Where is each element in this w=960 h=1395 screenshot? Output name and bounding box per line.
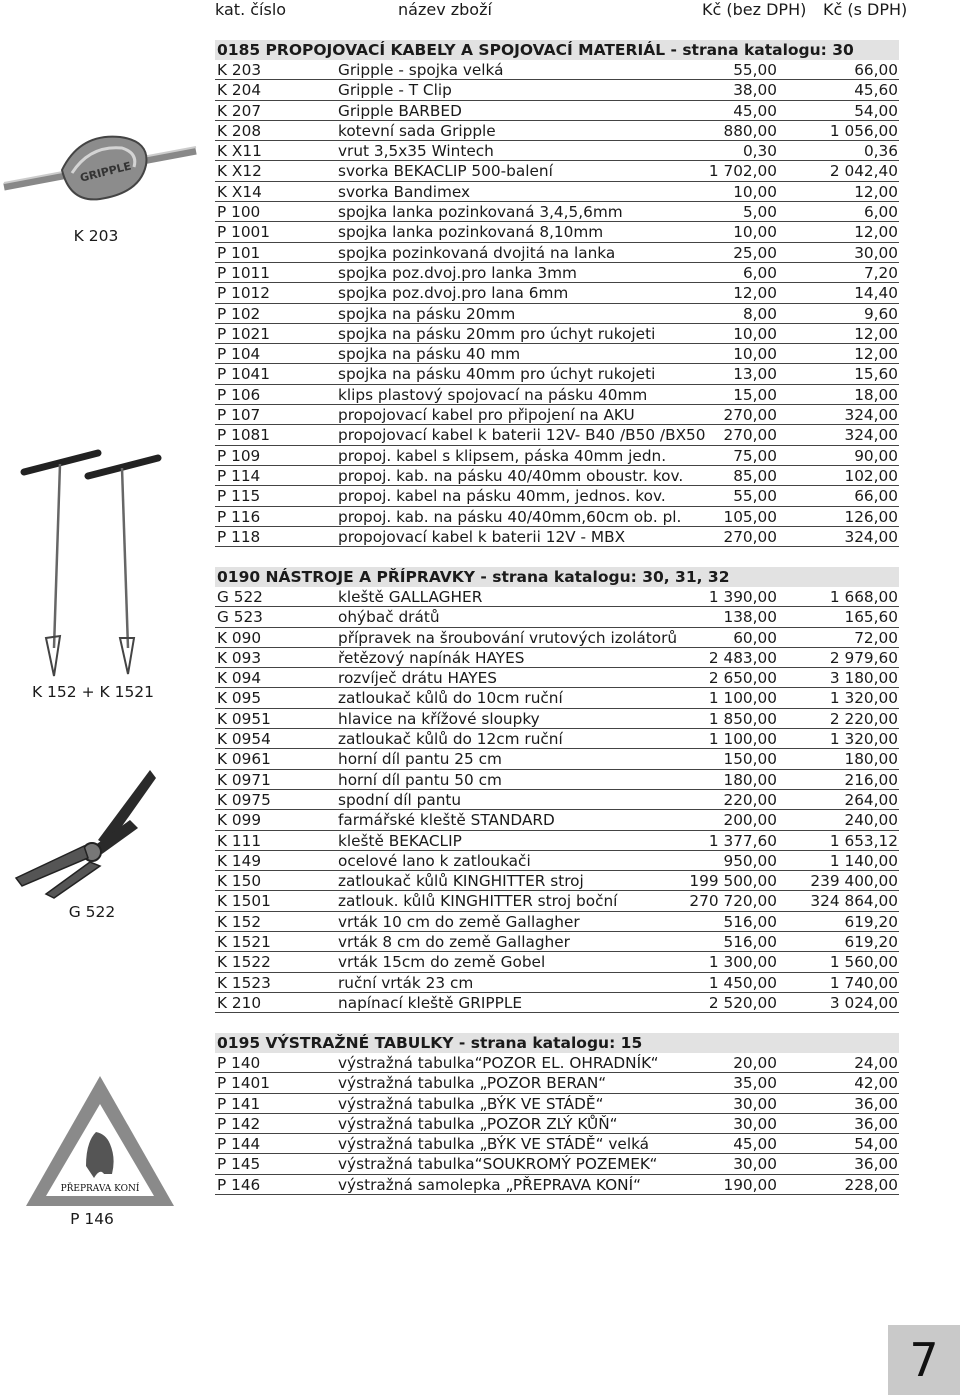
item-name: spojka lanka pozinkovaná 3,4,5,6mm	[338, 203, 623, 222]
price-gross: 1 668,00	[829, 588, 898, 606]
table-row	[215, 709, 899, 729]
price-gross: 6,00	[863, 203, 898, 222]
price-net: 5,00	[742, 203, 777, 222]
price-net: 20,00	[733, 1054, 777, 1072]
table-row	[215, 932, 899, 952]
price-gross: 12,00	[854, 182, 898, 201]
price-net: 60,00	[733, 628, 777, 647]
price-net: 950,00	[723, 851, 777, 870]
table-row	[215, 1053, 899, 1073]
page-number: 7	[888, 1325, 960, 1395]
item-code: P 109	[217, 446, 261, 465]
item-code: P 1401	[217, 1074, 271, 1093]
price-gross: 126,00	[844, 507, 898, 526]
item-code: P 141	[217, 1094, 261, 1113]
price-net: 270 720,00	[689, 892, 777, 911]
price-net: 150,00	[723, 750, 777, 769]
price-gross: 7,20	[863, 263, 898, 282]
item-name: propojovací kabel k baterii 12V - MBX	[338, 527, 626, 546]
price-gross: 2 979,60	[829, 648, 898, 667]
item-name: spojka na pásku 40 mm	[338, 345, 521, 364]
price-net: 1 100,00	[708, 730, 777, 749]
item-name: klips plastový spojovací na pásku 40mm	[338, 385, 648, 404]
price-gross: 1 560,00	[829, 953, 898, 972]
item-code: P 100	[217, 203, 261, 222]
price-net: 1 100,00	[708, 689, 777, 708]
table-row	[215, 405, 899, 425]
item-name: výstražná tabulka „BÝK VE STÁDĚ“ velká	[338, 1135, 650, 1154]
item-code: P 144	[217, 1135, 261, 1154]
horse-transport-sign-image	[20, 1070, 180, 1210]
item-name: propojovací kabel k baterii 12V- B40 /B50 /BX50	[338, 426, 706, 445]
price-gross: 1 653,12	[829, 831, 898, 850]
price-net: 30,00	[733, 1114, 777, 1133]
price-gross: 14,40	[854, 284, 898, 303]
item-name: napínací kleště GRIPPLE	[338, 993, 523, 1012]
item-code: K 0971	[217, 770, 271, 789]
section-warning-signs	[215, 1033, 899, 1195]
price-gross: 36,00	[854, 1155, 898, 1174]
table-row	[215, 648, 899, 668]
item-name: zatloukač kůlů do 10cm ruční	[338, 689, 563, 708]
price-net: 270,00	[723, 426, 777, 445]
table-row	[215, 668, 899, 688]
price-net: 270,00	[723, 406, 777, 425]
item-name: kleště GALLAGHER	[338, 588, 483, 606]
item-name: řetězový napínák HAYES	[338, 648, 525, 667]
price-gross: 1 320,00	[829, 689, 898, 708]
price-net: 199 500,00	[689, 872, 777, 891]
table-row	[215, 871, 899, 891]
table-row	[215, 851, 899, 871]
table-row	[215, 607, 899, 627]
price-gross: 36,00	[854, 1094, 898, 1113]
item-code: G 523	[217, 608, 263, 627]
table-row	[215, 385, 899, 405]
item-code: P 140	[217, 1054, 261, 1072]
item-name: výstražná tabulka „POZOR ZLÝ KŮŇ“	[338, 1114, 618, 1133]
table-row	[215, 202, 899, 222]
table-row	[215, 587, 899, 607]
item-code: P 145	[217, 1155, 261, 1174]
label-k203: K 203	[73, 227, 119, 245]
item-code: K 150	[217, 872, 262, 891]
item-code: K 208	[217, 121, 262, 140]
item-name: ohýbač drátů	[338, 608, 440, 627]
table-row	[215, 80, 899, 100]
price-net: 1 450,00	[708, 973, 777, 992]
price-net: 10,00	[733, 324, 777, 343]
price-net: 15,00	[733, 385, 777, 404]
price-net: 45,00	[733, 1135, 777, 1154]
price-net: 200,00	[723, 811, 777, 830]
table-row	[215, 364, 899, 384]
table-row	[215, 831, 899, 851]
item-code: K 111	[217, 831, 262, 850]
table-row	[215, 243, 899, 263]
price-net: 38,00	[733, 81, 777, 100]
table-row	[215, 1134, 899, 1154]
table-row	[215, 749, 899, 769]
item-code: G 522	[217, 588, 263, 606]
price-gross: 619,20	[844, 933, 898, 952]
item-name: hlavice na křížové sloupky	[338, 709, 540, 728]
table-row	[215, 507, 899, 527]
item-name: horní díl pantu 50 cm	[338, 770, 502, 789]
table-row	[215, 891, 899, 911]
table-row	[215, 344, 899, 364]
item-code: K 1523	[217, 973, 271, 992]
price-net: 10,00	[733, 182, 777, 201]
table-row	[215, 141, 899, 161]
section-title: 0195 VÝSTRAŽNÉ TABULKY - strana katalogu: 15	[215, 1033, 899, 1053]
price-net: 55,00	[733, 61, 777, 79]
item-name: propoj. kabel s klipsem, páska 40mm jedn.	[338, 446, 667, 465]
item-code: P 1041	[217, 365, 271, 384]
section-tools	[215, 567, 899, 1013]
price-net: 30,00	[733, 1094, 777, 1113]
item-name: kotevní sada Gripple	[338, 121, 496, 140]
price-net: 190,00	[723, 1175, 777, 1194]
price-gross: 9,60	[863, 304, 898, 323]
table-row	[215, 161, 899, 181]
price-net: 516,00	[723, 912, 777, 931]
table-row	[215, 263, 899, 283]
item-code: P 106	[217, 385, 261, 404]
table-row	[215, 304, 899, 324]
item-code: P 104	[217, 345, 261, 364]
table-row	[215, 810, 899, 830]
item-name: zatlouk. kůlů KINGHITTER stroj boční	[338, 892, 618, 911]
table-row	[215, 182, 899, 202]
item-name: horní díl pantu 25 cm	[338, 750, 502, 769]
item-code: K 095	[217, 689, 262, 708]
item-code: K 207	[217, 101, 262, 120]
table-row	[215, 1114, 899, 1134]
item-code: P 118	[217, 527, 261, 546]
price-gross: 54,00	[854, 101, 898, 120]
price-gross: 0,36	[863, 142, 898, 161]
price-gross: 1 140,00	[829, 851, 898, 870]
price-net: 138,00	[723, 608, 777, 627]
price-gross: 72,00	[854, 628, 898, 647]
item-code: P 107	[217, 406, 261, 425]
price-gross: 239 400,00	[810, 872, 898, 891]
price-gross: 12,00	[854, 324, 898, 343]
price-net: 6,00	[742, 263, 777, 282]
price-gross: 18,00	[854, 385, 898, 404]
item-code: P 142	[217, 1114, 261, 1133]
table-row	[215, 527, 899, 547]
table-row	[215, 729, 899, 749]
price-net: 8,00	[742, 304, 777, 323]
item-name: vrut 3,5x35 Wintech	[338, 142, 494, 161]
price-gross: 2 042,40	[829, 162, 898, 181]
item-code: K 0975	[217, 790, 271, 809]
price-net: 45,00	[733, 101, 777, 120]
price-net: 2 520,00	[708, 993, 777, 1012]
table-row	[215, 486, 899, 506]
section-title: 0185 PROPOJOVACÍ KABELY A SPOJOVACÍ MATERIÁL - strana katalogu: 30	[215, 40, 899, 60]
item-name: svorka BEKACLIP 500-balení	[338, 162, 553, 181]
price-net: 2 483,00	[708, 648, 777, 667]
item-code: K 090	[217, 628, 262, 647]
item-name: vrták 15cm do země Gobel	[338, 953, 546, 972]
header-name: název zboží	[398, 0, 492, 19]
price-gross: 324,00	[844, 406, 898, 425]
table-row	[215, 993, 899, 1013]
table-row	[215, 973, 899, 993]
price-net: 1 377,60	[708, 831, 777, 850]
price-net: 55,00	[733, 487, 777, 506]
price-gross: 12,00	[854, 223, 898, 242]
price-net: 880,00	[723, 121, 777, 140]
item-code: K 1521	[217, 933, 271, 952]
table-row	[215, 121, 899, 141]
item-name: výstražná tabulka“POZOR EL. OHRADNÍK“	[338, 1054, 659, 1072]
item-code: P 1081	[217, 426, 271, 445]
table-row	[215, 222, 899, 242]
sign-text: PŘEPRAVA KONÍ	[60, 1184, 140, 1194]
item-name: propoj. kabel na pásku 40mm, jednos. kov.	[338, 487, 666, 506]
item-code: K 0961	[217, 750, 271, 769]
table-row	[215, 1175, 899, 1195]
price-gross: 1 056,00	[829, 121, 898, 140]
table-row	[215, 425, 899, 445]
item-code: P 1011	[217, 263, 271, 282]
item-name: svorka Bandimex	[338, 182, 471, 201]
item-name: Gripple - spojka velká	[338, 61, 504, 79]
table-row	[215, 912, 899, 932]
price-gross: 66,00	[854, 61, 898, 79]
price-gross: 264,00	[844, 790, 898, 809]
price-net: 30,00	[733, 1155, 777, 1174]
item-name: propojovací kabel pro připojení na AKU	[338, 406, 635, 425]
price-net: 10,00	[733, 223, 777, 242]
item-code: P 102	[217, 304, 261, 323]
price-net: 220,00	[723, 790, 777, 809]
item-code: P 1012	[217, 284, 271, 303]
table-row	[215, 324, 899, 344]
item-name: spojka lanka pozinkovaná 8,10mm	[338, 223, 604, 242]
item-code: P 115	[217, 487, 261, 506]
item-code: K X11	[217, 142, 262, 161]
label-g522: G 522	[68, 903, 116, 921]
item-name: kleště BEKACLIP	[338, 831, 462, 850]
price-gross: 2 220,00	[829, 709, 898, 728]
table-row	[215, 688, 899, 708]
header-price-net: Kč (bez DPH)	[702, 0, 807, 19]
item-name: výstražná tabulka „POZOR BERAN“	[338, 1074, 607, 1093]
item-code: P 101	[217, 243, 261, 262]
price-gross: 180,00	[844, 750, 898, 769]
item-code: K 1522	[217, 953, 271, 972]
gripple-connector-image	[0, 115, 200, 220]
price-gross: 15,60	[854, 365, 898, 384]
item-code: K 0954	[217, 730, 271, 749]
item-name: spojka na pásku 40mm pro úchyt rukojeti	[338, 365, 656, 384]
item-code: K 099	[217, 811, 262, 830]
price-net: 516,00	[723, 933, 777, 952]
item-code: K 094	[217, 669, 262, 688]
item-name: propoj. kab. na pásku 40/40mm,60cm ob. pl.	[338, 507, 682, 526]
item-code: P 146	[217, 1175, 261, 1194]
price-gross: 165,60	[844, 608, 898, 627]
price-net: 35,00	[733, 1074, 777, 1093]
price-gross: 216,00	[844, 770, 898, 789]
item-code: K 149	[217, 851, 262, 870]
item-name: spojka na pásku 20mm pro úchyt rukojeti	[338, 324, 656, 343]
price-gross: 30,00	[854, 243, 898, 262]
item-name: výstražná samolepka „PŘEPRAVA KONÍ“	[338, 1175, 642, 1194]
item-name: spojka poz.dvoj.pro lanka 3mm	[338, 263, 577, 282]
table-row	[215, 60, 899, 80]
price-gross: 66,00	[854, 487, 898, 506]
section-title: 0190 NÁSTROJE A PŘÍPRAVKY - strana katalogu: 30, 31, 32	[215, 567, 899, 587]
price-net: 1 702,00	[708, 162, 777, 181]
item-name: ruční vrták 23 cm	[338, 973, 474, 992]
label-k152: K 152 + K 1521	[31, 683, 155, 701]
item-code: P 116	[217, 507, 261, 526]
gripple-brand-text: GRIPPLE	[78, 159, 133, 185]
header-price-gross: Kč (s DPH)	[823, 0, 908, 19]
item-name: Gripple BARBED	[338, 101, 462, 120]
price-gross: 3 180,00	[829, 669, 898, 688]
item-code: K 210	[217, 993, 262, 1012]
price-net: 75,00	[733, 446, 777, 465]
table-row	[215, 770, 899, 790]
item-name: Gripple - T Clip	[338, 81, 452, 100]
section-cables	[215, 40, 899, 547]
table-row	[215, 1094, 899, 1114]
item-code: P 1021	[217, 324, 271, 343]
item-name: ocelové lano k zatloukači	[338, 851, 531, 870]
price-net: 1 390,00	[708, 588, 777, 606]
table-row	[215, 101, 899, 121]
price-net: 0,30	[742, 142, 777, 161]
earth-auger-image	[18, 448, 168, 683]
item-code: K 0951	[217, 709, 271, 728]
price-net: 1 300,00	[708, 953, 777, 972]
price-net: 10,00	[733, 345, 777, 364]
table-row	[215, 466, 899, 486]
price-net: 105,00	[723, 507, 777, 526]
item-name: vrták 8 cm do země Gallagher	[338, 933, 570, 952]
price-net: 25,00	[733, 243, 777, 262]
header-code: kat. číslo	[215, 0, 287, 19]
item-code: P 114	[217, 466, 261, 485]
item-code: K 1501	[217, 892, 271, 911]
item-name: spojka pozinkovaná dvojitá na lanka	[338, 243, 616, 262]
price-gross: 24,00	[854, 1054, 898, 1072]
price-gross: 324 864,00	[810, 892, 898, 911]
item-code: P 1001	[217, 223, 271, 242]
item-name: výstražná tabulka „BÝK VE STÁDĚ“	[338, 1094, 604, 1113]
item-code: K 203	[217, 61, 262, 79]
price-net: 1 850,00	[708, 709, 777, 728]
price-net: 2 650,00	[708, 669, 777, 688]
item-name: spojka na pásku 20mm	[338, 304, 516, 323]
price-net: 12,00	[733, 284, 777, 303]
price-gross: 36,00	[854, 1114, 898, 1133]
item-name: propoj. kab. na pásku 40/40mm oboustr. kov.	[338, 466, 684, 485]
price-gross: 45,60	[854, 81, 898, 100]
price-gross: 324,00	[844, 426, 898, 445]
price-gross: 619,20	[844, 912, 898, 931]
item-name: výstražná tabulka“SOUKROMÝ POZEMEK“	[338, 1155, 658, 1174]
price-gross: 102,00	[844, 466, 898, 485]
item-name: přípravek na šroubování vrutových izolátorů	[338, 628, 678, 647]
price-net: 85,00	[733, 466, 777, 485]
item-name: vrták 10 cm do země Gallagher	[338, 912, 580, 931]
item-name: spojka poz.dvoj.pro lana 6mm	[338, 284, 569, 303]
item-code: K X12	[217, 162, 262, 181]
price-gross: 1 320,00	[829, 730, 898, 749]
table-row	[215, 790, 899, 810]
price-net: 270,00	[723, 527, 777, 546]
item-name: rozvíječ drátu HAYES	[338, 669, 498, 688]
price-gross: 54,00	[854, 1135, 898, 1154]
item-code: K 093	[217, 648, 262, 667]
price-gross: 3 024,00	[829, 993, 898, 1012]
price-net: 13,00	[733, 365, 777, 384]
pliers-image	[10, 760, 160, 900]
price-gross: 1 740,00	[829, 973, 898, 992]
item-code: K X14	[217, 182, 262, 201]
table-row	[215, 446, 899, 466]
table-row	[215, 952, 899, 972]
table-row	[215, 628, 899, 648]
item-code: K 204	[217, 81, 262, 100]
table-row	[215, 283, 899, 303]
price-gross: 240,00	[844, 811, 898, 830]
price-gross: 42,00	[854, 1074, 898, 1093]
table-row	[215, 1154, 899, 1174]
item-name: spodní díl pantu	[338, 790, 462, 809]
item-name: zatloukač kůlů KINGHITTER stroj	[338, 872, 584, 891]
price-gross: 324,00	[844, 527, 898, 546]
table-row	[215, 1073, 899, 1093]
item-name: farmářské kleště STANDARD	[338, 811, 555, 830]
item-code: K 152	[217, 912, 262, 931]
item-name: zatloukač kůlů do 12cm ruční	[338, 730, 563, 749]
price-gross: 90,00	[854, 446, 898, 465]
price-net: 180,00	[723, 770, 777, 789]
price-gross: 12,00	[854, 345, 898, 364]
label-p146: P 146	[70, 1210, 114, 1228]
price-gross: 228,00	[844, 1175, 898, 1194]
